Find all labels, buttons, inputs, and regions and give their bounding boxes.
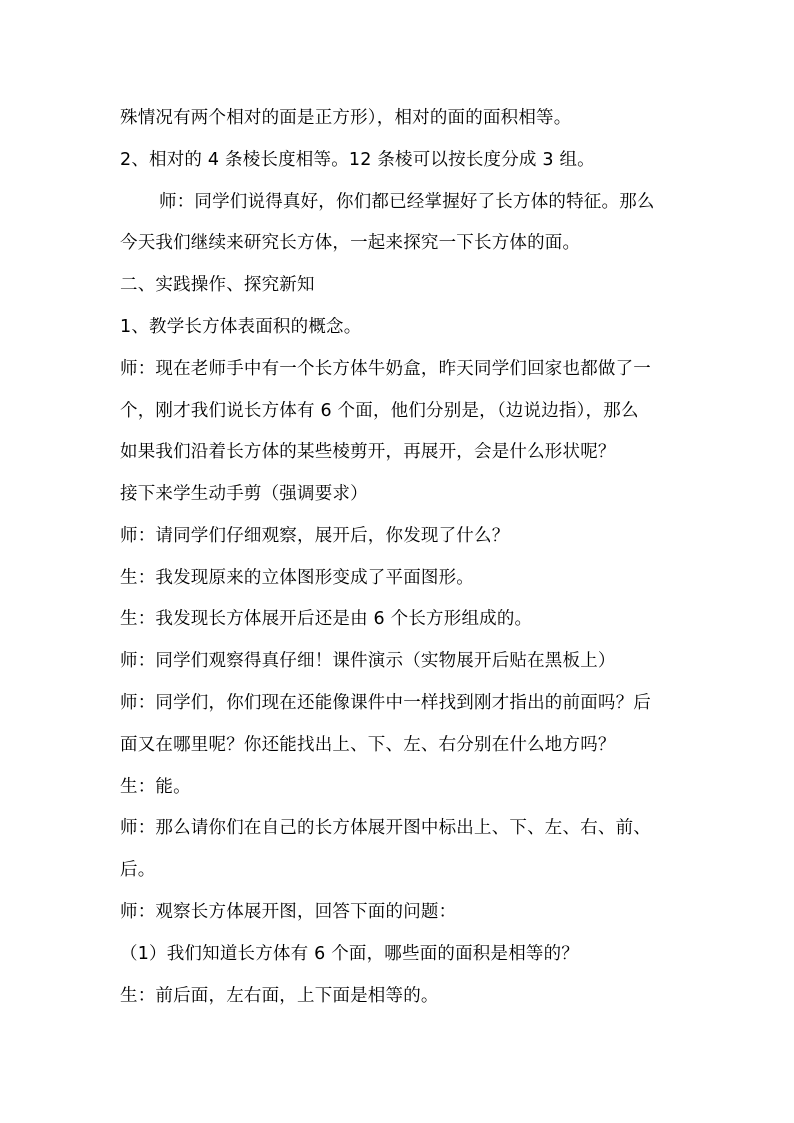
- text-line: 师：请同学们仔细观察，展开后，你发现了什么？: [120, 526, 510, 546]
- section-heading: 二、实践操作、探究新知: [120, 275, 315, 295]
- text-line: 殊情况有两个相对的面是正方形），相对的面的面积相等。: [120, 108, 572, 128]
- text-line: 师：观察长方体展开图，回答下面的问题：: [120, 902, 457, 922]
- text-line: 生：前后面，左右面，上下面是相等的。: [120, 986, 439, 1006]
- text-line: （1）我们知道长方体有 6 个面，哪些面的面积是相等的？: [120, 944, 579, 964]
- text-line: 个，刚才我们说长方体有 6 个面，他们分别是，（边说边指），那么: [120, 401, 639, 421]
- text-line: 师：同学们说得真好，你们都已经掌握好了长方体的特征。那么: [159, 192, 655, 212]
- text-line: 如果我们沿着长方体的某些棱剪开，再展开，会是什么形状呢？: [120, 442, 616, 462]
- text-line: 2、相对的 4 条棱长度相等。12 条棱可以按长度分成 3 组。: [120, 150, 595, 170]
- text-line: 生：我发现原来的立体图形变成了平面图形。: [120, 568, 474, 588]
- text-line: 生：我发现长方体展开后还是由 6 个长方形组成的。: [120, 609, 533, 629]
- subsection-heading: 1、教学长方体表面积的概念。: [120, 317, 362, 337]
- text-line: 生：能。: [120, 777, 191, 797]
- text-line: 接下来学生动手剪（强调要求）: [120, 484, 368, 504]
- text-line: 师：同学们，你们现在还能像课件中一样找到刚才指出的前面吗？后: [120, 693, 651, 713]
- text-line: 面又在哪里呢？你还能找出上、下、左、右分别在什么地方吗？: [120, 735, 616, 755]
- text-line: 师：那么请你们在自己的长方体展开图中标出上、下、左、右、前、: [120, 818, 651, 838]
- text-line: 师：现在老师手中有一个长方体牛奶盒，昨天同学们回家也都做了一: [120, 359, 651, 379]
- text-line: 后。: [120, 860, 156, 880]
- text-line: 师：同学们观察得真仔细！课件演示（实物展开后贴在黑板上）: [120, 651, 616, 671]
- text-line: 今天我们继续来研究长方体，一起来探究一下长方体的面。: [120, 233, 581, 253]
